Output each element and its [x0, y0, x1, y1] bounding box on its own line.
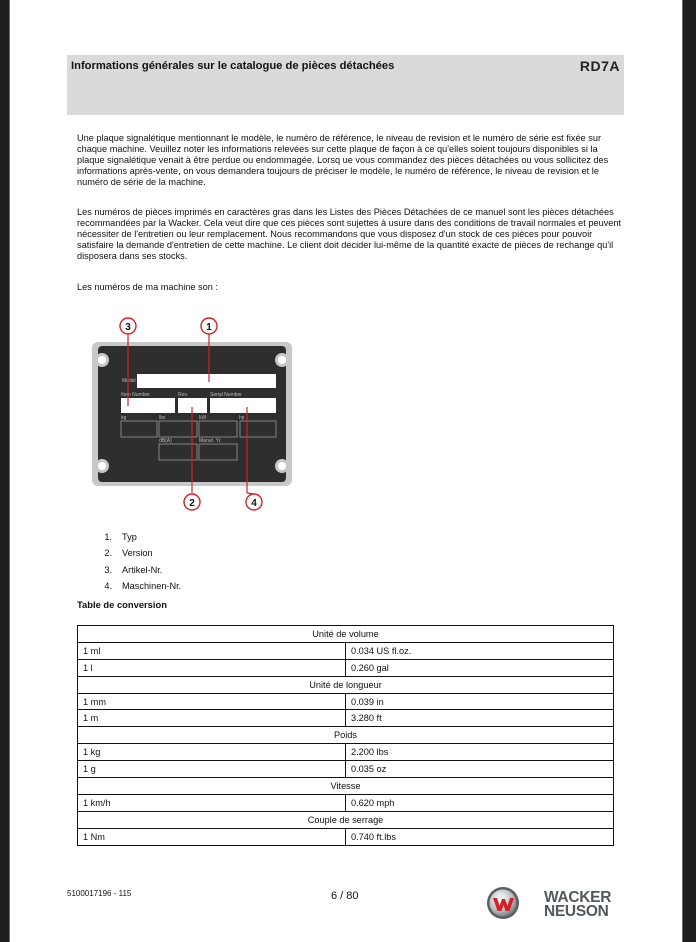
unit-metric: 1 m: [78, 710, 346, 727]
section-header: Poids: [78, 727, 614, 744]
plate-field-item-number: [121, 398, 175, 413]
plate-label-lbs: lbs: [159, 415, 166, 421]
section-header: Couple de serrage: [78, 811, 614, 828]
table-section-row: [78, 626, 614, 643]
legend-item: [94, 548, 181, 564]
unit-imperial: 0.039 in: [346, 693, 614, 710]
model-code: RD7A: [579, 58, 620, 74]
table-row: [78, 710, 614, 727]
table-row: [78, 828, 614, 845]
section-header: Unité de longueur: [78, 676, 614, 693]
unit-imperial: 0.260 gal: [346, 659, 614, 676]
unit-metric: 1 l: [78, 659, 346, 676]
table-row: [78, 744, 614, 761]
nameplate-diagram: [92, 312, 302, 516]
conversion-table-title: Table de conversion: [77, 599, 167, 610]
legend-label: Typ: [122, 532, 137, 542]
plate-label-kg: kg: [121, 415, 127, 421]
plate-field-model: [137, 374, 276, 388]
unit-imperial: 2.200 lbs: [346, 744, 614, 761]
table-row: [78, 761, 614, 778]
plate-label-manuf-yr: Manuf. Yr.: [199, 438, 222, 444]
callout-number-1: 1: [206, 322, 212, 333]
page-header: [67, 55, 624, 115]
plate-label-model: Model: [122, 378, 136, 384]
unit-metric: 1 mm: [78, 693, 346, 710]
section-header: Vitesse: [78, 778, 614, 795]
unit-metric: 1 kg: [78, 744, 346, 761]
document-number: 5100017196 - 115: [67, 889, 132, 898]
section-header: Unité de volume: [78, 626, 614, 643]
table-row: [78, 794, 614, 811]
callout-legend: [94, 532, 181, 597]
unit-metric: 1 g: [78, 761, 346, 778]
plate-field-serial: [210, 398, 276, 413]
paragraph-nameplate-info: Une plaque signalétique mentionnant le modèle, le numéro de référence, le niveau de revision et le numéro de série est fixée sur chaque machine. Veuillez noter les informations relevées sur cette plaque de façon à ce qu'elles soient toujours disponibles si la plaque signalétique venait à être perdue ou endommagée. Lorsq ue vous commandez des pièces détachées ou vous sollicitez des informations après-vente, on vous demandera toujours de préciser le modèle, le numéro de référence, le niveau de revision et le numéro de série de la machine.: [77, 133, 609, 187]
page-number: 6 / 80: [331, 890, 359, 902]
table-row: [78, 659, 614, 676]
legend-number: 4.: [104, 580, 112, 591]
brand-line-2: NEUSON: [544, 902, 609, 920]
callout-number-4: 4: [251, 498, 257, 509]
legend-item: [94, 532, 181, 548]
document-page: [10, 0, 682, 942]
callout-number-3: 3: [125, 322, 131, 333]
unit-metric: 1 ml: [78, 642, 346, 659]
plate-label-dba: dB(A): [159, 438, 172, 444]
legend-label: Maschinen-Nr.: [122, 580, 182, 591]
table-section-row: [78, 727, 614, 744]
unit-metric: 1 Nm: [78, 828, 346, 845]
legend-item: [94, 565, 181, 581]
brand-line-1: WACKER: [544, 889, 612, 906]
page-title: Informations générales sur le catalogue de pièces détachées: [71, 60, 395, 72]
plate-label-item-number: Item Number: [121, 392, 150, 398]
wacker-w-logo-icon: [486, 886, 522, 922]
unit-imperial: 3.280 ft: [346, 710, 614, 727]
paragraph-recommended-parts: Les numéros de pièces imprimés en caractères gras dans les Listes des Pièces Détachées de ce manuel sont les pièces détachées recommandées par la Wacker. Cela veut dire que ces pièces sont sujettes à usure dans des conditions de travail normales et peuvent nécessiter de l'entretien ou leur remplacement. Nous recommandons que vous disposez d'un stock de ces pièces pour pouvoir satisfaire la demande d'entretien de cette machine. Le client doit decider lui-même de la quantité exacte de pièces de rechange qu'il disposera dans ses stocks.: [77, 207, 622, 261]
legend-number: 2.: [104, 548, 112, 559]
table-section-row: [78, 778, 614, 795]
legend-item: [94, 581, 181, 597]
unit-imperial: 0.620 mph: [346, 794, 614, 811]
unit-imperial: 0.034 US fl.oz.: [346, 642, 614, 659]
table-row: [78, 693, 614, 710]
table-row: [78, 642, 614, 659]
table-section-row: [78, 676, 614, 693]
plate-label-hp: hp: [239, 415, 245, 421]
legend-label: Version: [122, 548, 153, 559]
viewer-edge-right: [682, 0, 683, 942]
legend-number: 3.: [104, 564, 112, 575]
legend-label: Artikel-Nr.: [122, 564, 163, 575]
unit-imperial: 0.740 ft.lbs: [346, 828, 614, 845]
unit-imperial: 0.035 oz: [346, 761, 614, 778]
plate-label-serial-number: Serial Number: [210, 392, 242, 398]
unit-metric: 1 km/h: [78, 794, 346, 811]
brand-name: [544, 891, 611, 918]
conversion-table: [77, 625, 614, 846]
plate-label-rev: Rev.: [178, 392, 188, 398]
paragraph-machine-numbers: Les numéros de ma machine son :: [77, 282, 218, 292]
table-section-row: [78, 811, 614, 828]
legend-number: 1.: [104, 532, 112, 542]
plate-label-kw: kW: [199, 415, 207, 421]
callout-number-2: 2: [189, 498, 195, 509]
